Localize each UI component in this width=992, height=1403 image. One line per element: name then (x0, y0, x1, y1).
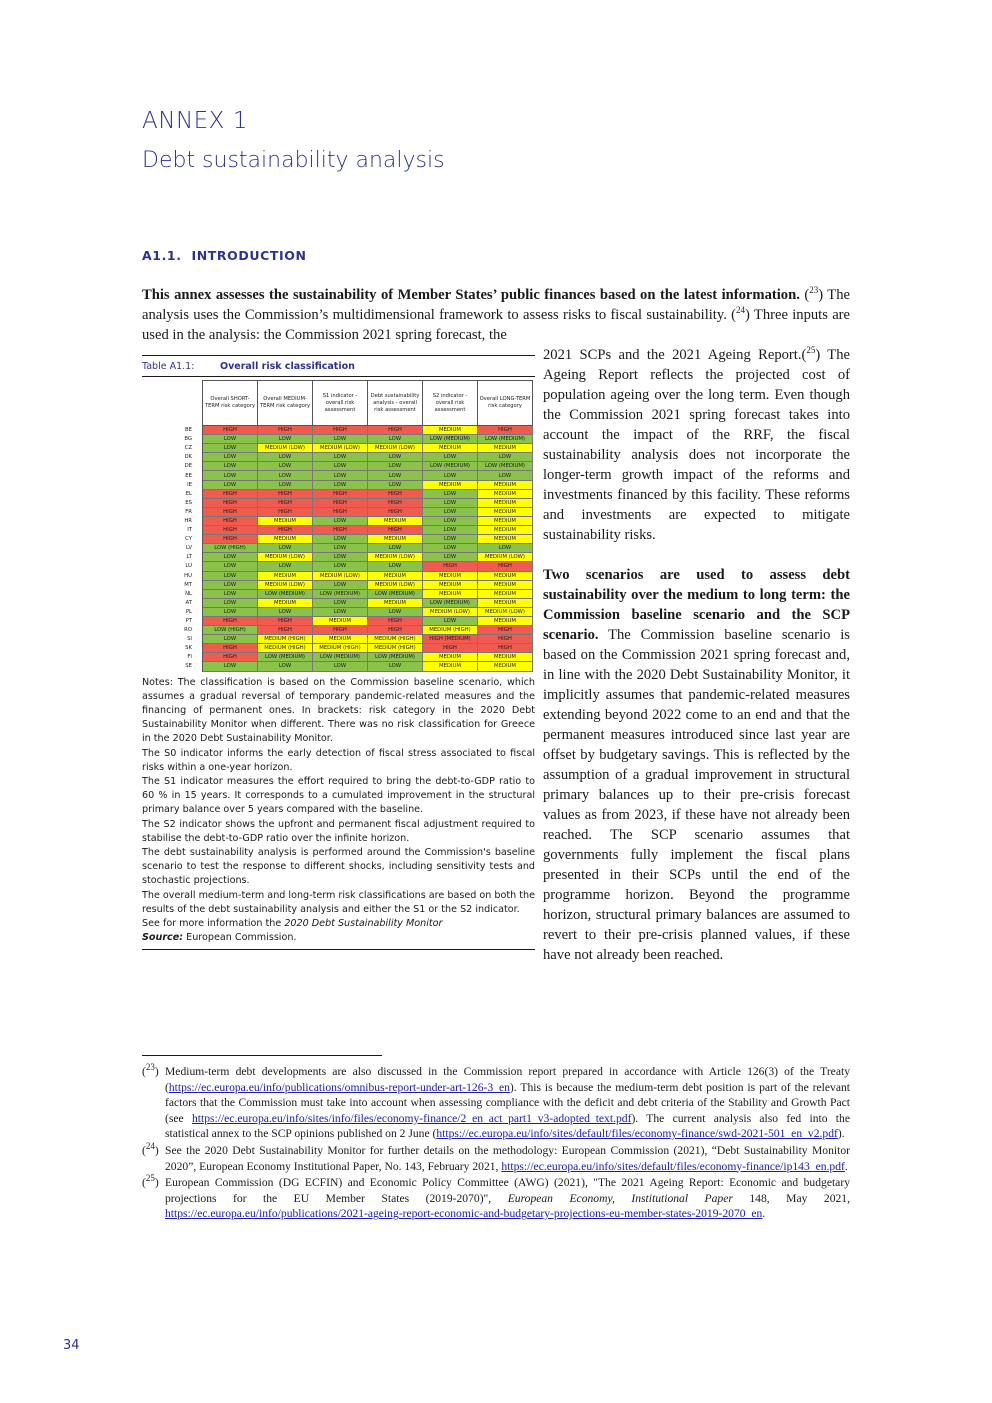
table-row (166, 544, 533, 553)
footnote-ref-23[interactable]: 23 (809, 285, 819, 296)
risk-cell: HIGH (258, 498, 313, 507)
footnote-number: 24 (145, 1141, 155, 1152)
risk-cell: LOW (203, 607, 258, 616)
risk-cell: LOW (MEDIUM) (258, 589, 313, 598)
risk-cell: LOW (203, 662, 258, 671)
risk-cell: MEDIUM (258, 535, 313, 544)
risk-cell: MEDIUM (478, 580, 533, 589)
risk-cell: LOW (MEDIUM) (313, 589, 368, 598)
footnote-text-part: ). The current analysis also fed into the statistical annex to the SCP opinions published on 2 June ( (165, 1111, 850, 1141)
risk-cell: LOW (313, 471, 368, 480)
table-row (166, 589, 533, 598)
column-header: Debt sustainability analysis - overall risk assessment (368, 381, 423, 426)
page-title: Debt sustainability analysis (142, 148, 445, 173)
country-code: DE (166, 462, 203, 471)
right-text-1a: 2021 SCPs and the 2021 Ageing Report. (543, 347, 802, 363)
table-row (166, 562, 533, 571)
footnote-text-part: . (762, 1207, 766, 1221)
risk-cell: MEDIUM (LOW) (368, 444, 423, 453)
risk-cell: LOW (MEDIUM) (258, 653, 313, 662)
column-header: Overall MEDIUM-TERM risk category (258, 381, 313, 426)
risk-cell: LOW (MEDIUM) (423, 462, 478, 471)
risk-cell: LOW (258, 480, 313, 489)
footnote-text (165, 1175, 850, 1222)
risk-cell: LOW (MEDIUM) (478, 435, 533, 444)
risk-cell: HIGH (203, 498, 258, 507)
risk-cell: LOW (313, 535, 368, 544)
source-label: Source: (142, 932, 184, 944)
table-caption-rule (142, 376, 535, 377)
risk-cell: LOW (478, 544, 533, 553)
risk-cell: MEDIUM (478, 489, 533, 498)
table-title: Overall risk classification (220, 361, 355, 372)
table-row (166, 553, 533, 562)
risk-cell: MEDIUM (LOW) (368, 553, 423, 562)
risk-cell: LOW (368, 471, 423, 480)
table-row (166, 571, 533, 580)
source-note (142, 931, 535, 945)
table-row (166, 635, 533, 644)
risk-cell: LOW (423, 535, 478, 544)
risk-cell: HIGH (203, 426, 258, 435)
footnote-mark: ($^{23}$) (142, 1062, 159, 1078)
table-row (166, 626, 533, 635)
table-row (166, 526, 533, 535)
column-header: Overall LONG-TERM risk category (478, 381, 533, 426)
country-code: IT (166, 526, 203, 535)
risk-cell: LOW (423, 526, 478, 535)
risk-classification-table (166, 380, 533, 672)
risk-cell: MEDIUM (478, 498, 533, 507)
risk-cell: MEDIUM (478, 653, 533, 662)
risk-cell: HIGH (203, 507, 258, 516)
column-header: Overall SHORT-TERM risk category (203, 381, 258, 426)
note-line: Notes: The classification is based on the Commission baseline scenario, which assumes a gradual reversal of temporary pandemic-related measures and the financing of permanent ones. In brackets: risk category in the 2020 Debt Sustainability Monitor when different. There was no risk classification for Greece in the 2020 Debt Sustainability Monitor. (142, 676, 535, 745)
risk-cell: LOW (258, 544, 313, 553)
footnote-mark: ($^{25}$) (142, 1173, 159, 1190)
country-code: LU (166, 562, 203, 571)
table-header-row (166, 381, 533, 426)
risk-cell: MEDIUM (HIGH) (258, 635, 313, 644)
risk-cell: MEDIUM (LOW) (258, 580, 313, 589)
risk-cell: LOW (368, 544, 423, 553)
risk-cell: LOW (258, 471, 313, 480)
risk-cell: LOW (478, 471, 533, 480)
country-code: BG (166, 435, 203, 444)
footnote-text-part: ). (837, 1127, 845, 1141)
footnote-25 (142, 1175, 850, 1222)
table-row (166, 662, 533, 671)
country-code: SK (166, 644, 203, 653)
risk-cell: HIGH (203, 653, 258, 662)
risk-cell: MEDIUM (478, 598, 533, 607)
table-row (166, 444, 533, 453)
footnote-text-part: Medium-term debt developments are also discussed in the Commission report prepared in accordance with Article 126(3) of the Treaty ( (165, 1065, 850, 1094)
footnote-text (165, 1064, 850, 1142)
risk-cell: MEDIUM (478, 616, 533, 625)
risk-cell: MEDIUM (478, 480, 533, 489)
risk-cell: LOW (368, 453, 423, 462)
risk-cell: LOW (258, 435, 313, 444)
risk-cell: LOW (MEDIUM) (423, 598, 478, 607)
risk-cell: LOW (423, 507, 478, 516)
see-more-title: 2020 Debt Sustainability Monitor (284, 917, 443, 929)
footnote-23 (142, 1064, 850, 1142)
risk-cell: HIGH (203, 516, 258, 525)
risk-cell: HIGH (258, 626, 313, 635)
risk-cell: LOW (258, 462, 313, 471)
country-code: IE (166, 480, 203, 489)
risk-cell: HIGH (478, 626, 533, 635)
risk-cell: LOW (368, 480, 423, 489)
risk-cell: MEDIUM (258, 571, 313, 580)
risk-cell: LOW (203, 553, 258, 562)
source-text: European Commission. (183, 932, 297, 944)
column-header: S1 indicator - overall risk assessment (313, 381, 368, 426)
footnote-rule (142, 1055, 382, 1056)
risk-cell: HIGH (203, 535, 258, 544)
risk-cell: LOW (313, 580, 368, 589)
note-line: The S0 indicator informs the early detection of fiscal stress associated to fiscal risks within a one-year horizon. (142, 747, 535, 773)
table-notes (142, 676, 535, 946)
risk-cell: LOW (368, 607, 423, 616)
risk-cell: LOW (203, 462, 258, 471)
table-caption (142, 356, 535, 376)
risk-cell: LOW (MEDIUM) (423, 435, 478, 444)
right-text-1b: The Ageing Report reflects the projected cost of population ageing over the long term. Even though the Commission 2021 spring forecast takes into account the impact of the RRF, the fiscal sustainability analysis does not incorporate the longer-term growth impact of the reforms and investments financed by this facility. These reforms and investments are expected to mitigate sustainability risks. (543, 347, 850, 543)
risk-table-box (142, 355, 535, 950)
scenarios-paragraph (543, 565, 850, 965)
table-row (166, 598, 533, 607)
risk-cell: MEDIUM (HIGH) (368, 635, 423, 644)
note-line: The S2 indicator shows the upfront and permanent fiscal adjustment required to stabilise the debt-to-GDP ratio over the infinite horizon. (142, 818, 535, 844)
risk-cell: MEDIUM (478, 507, 533, 516)
risk-cell: LOW (203, 471, 258, 480)
country-code: PT (166, 616, 203, 625)
risk-cell: LOW (258, 662, 313, 671)
risk-cell: HIGH (478, 635, 533, 644)
risk-cell: MEDIUM (HIGH) (313, 644, 368, 653)
risk-cell: HIGH (313, 526, 368, 535)
risk-cell: MEDIUM (368, 535, 423, 544)
country-code: ES (166, 498, 203, 507)
footnote-text-part: See the 2020 Debt Sustainability Monitor for further details on the methodology: European Commission (2021), “Debt Sustainability Monitor 2020”, European Economy Institutional Paper, No. 143, February 2021, (165, 1143, 850, 1173)
risk-cell: HIGH (258, 616, 313, 625)
column-header: S2 indicator - overall risk assessment (423, 381, 478, 426)
risk-cell: HIGH (203, 644, 258, 653)
country-code: SE (166, 662, 203, 671)
risk-cell: LOW (313, 607, 368, 616)
risk-cell: LOW (MEDIUM) (478, 462, 533, 471)
risk-cell: HIGH (478, 644, 533, 653)
risk-cell: LOW (HIGH) (203, 626, 258, 635)
risk-cell: LOW (258, 562, 313, 571)
risk-cell: MEDIUM (LOW) (423, 607, 478, 616)
risk-cell: LOW (258, 607, 313, 616)
table-row (166, 535, 533, 544)
country-code: SI (166, 635, 203, 644)
ageing-paragraph: 2021 SCPs and the 2021 Ageing Report.($^{25}$) The Ageing Report reflects the projected cost of population ageing over the long term. Even though the Commission 2021 spring forecast takes into account the impact of the RRF, the fiscal sustainability analysis does not incorporate the longer-term growth impact of the reforms and investments financed by this facility. These reforms and investments are expected to mitigate sustainability risks. (543, 345, 850, 543)
risk-cell: LOW (368, 562, 423, 571)
risk-cell: LOW (368, 435, 423, 444)
risk-cell: LOW (423, 516, 478, 525)
risk-cell: LOW (203, 598, 258, 607)
risk-cell: LOW (203, 580, 258, 589)
risk-cell: HIGH (478, 426, 533, 435)
risk-cell: LOW (HIGH) (203, 544, 258, 553)
risk-cell: LOW (423, 498, 478, 507)
note-line: The debt sustainability analysis is performed around the Commission's baseline scenario to test the response to different shocks, including sensitivity tests and stochastic projections. (142, 846, 535, 887)
see-more-text: See for more information the (142, 917, 285, 929)
risk-cell: MEDIUM (478, 662, 533, 671)
table-row (166, 462, 533, 471)
intro-text-2: Three inputs are used in the analysis: the Commission 2021 spring forecast, the (142, 307, 851, 343)
table-row (166, 644, 533, 653)
risk-cell: MEDIUM (HIGH) (258, 644, 313, 653)
intro-bold: This annex assesses the sustainability of Member States’ public finances based on the latest information. (142, 287, 800, 303)
risk-cell: HIGH (478, 562, 533, 571)
ip143-link[interactable]: https://ec.europa.eu/info/sites/default/files/economy-finance/ip143_en.pdf (501, 1159, 845, 1173)
footnote-number: 23 (145, 1062, 155, 1073)
scenarios-bold: Two scenarios are used to assess debt sustainability over the medium to long term: the Commission baseline scenario and the SCP scenario. (543, 567, 850, 643)
see-more-note (142, 917, 535, 931)
country-code: LT (166, 553, 203, 562)
risk-cell: HIGH (368, 498, 423, 507)
risk-cell: MEDIUM (423, 653, 478, 662)
risk-cell: LOW (313, 516, 368, 525)
risk-cell: HIGH (368, 616, 423, 625)
risk-cell: MEDIUM (313, 635, 368, 644)
risk-cell: LOW (MEDIUM) (368, 589, 423, 598)
risk-cell: MEDIUM (423, 444, 478, 453)
risk-cell: MEDIUM (478, 571, 533, 580)
table-row (166, 453, 533, 462)
risk-cell: LOW (423, 544, 478, 553)
risk-cell: LOW (368, 662, 423, 671)
risk-cell: MEDIUM (LOW) (258, 444, 313, 453)
country-code: AT (166, 598, 203, 607)
table-row (166, 426, 533, 435)
act-part1-link[interactable]: https://ec.europa.eu/info/sites/info/files/economy-finance/2_en_act_part1_v3-adopted_text.pdf (191, 1111, 632, 1125)
footnote-text-part: ). This is because the medium-term debt position is part of the relevant factors that the Commission must take into account when assessing compliance with the deficit and debt criteria of the Stability and Growth Pact (see (165, 1080, 850, 1125)
risk-cell: MEDIUM (368, 571, 423, 580)
risk-cell: MEDIUM (HIGH) (423, 626, 478, 635)
country-code: FR (166, 507, 203, 516)
risk-cell: LOW (313, 453, 368, 462)
country-code: RO (166, 626, 203, 635)
table-row (166, 516, 533, 525)
risk-cell: MEDIUM (423, 426, 478, 435)
intro-paragraph: This annex assesses the sustainability of Member States’ public finances based on the latest information. ($^{23}$) The analysis uses the Commission’s multidimensional framework to assess risks to fiscal sustainability. ($^{24}$) Three inputs are used in the analysis: the Commission 2021 spring forecast, the (142, 285, 851, 343)
risk-cell: MEDIUM (478, 526, 533, 535)
country-code: CZ (166, 444, 203, 453)
risk-cell: HIGH (313, 426, 368, 435)
footnote-text (165, 1143, 850, 1174)
risk-cell: HIGH (368, 426, 423, 435)
risk-cell: LOW (313, 480, 368, 489)
risk-cell: HIGH (368, 526, 423, 535)
note-line: The S1 indicator measures the effort required to bring the debt-to-GDP ratio to 60 % in 15 years. It corresponds to a cumulated improvement in the structural primary balance over 5 years compared with the baseline. (142, 775, 535, 816)
risk-cell: LOW (203, 444, 258, 453)
table-row (166, 653, 533, 662)
section-number: A1.1. (142, 248, 182, 263)
risk-cell: LOW (MEDIUM) (313, 653, 368, 662)
risk-cell: MEDIUM (368, 516, 423, 525)
table-row (166, 471, 533, 480)
risk-cell: MEDIUM (258, 598, 313, 607)
risk-cell: LOW (258, 453, 313, 462)
risk-cell: HIGH (423, 644, 478, 653)
risk-cell: LOW (313, 462, 368, 471)
risk-cell: HIGH (313, 498, 368, 507)
country-code: PL (166, 607, 203, 616)
risk-cell: LOW (313, 544, 368, 553)
scenarios-text: The Commission baseline scenario is based on the Commission 2021 spring forecast and, in line with the 2020 Debt Sustainability Monitor, it implicitly assumes that pandemic-related measures extending beyond 2022 come to an end and that the permanent measures introduced since last year are offset by budgetary savings. This is reflected by the assumption of a gradual improvement in structural primary balances up to their pre-crisis forecast values as from 2023, if these have not already been reached. The SCP scenario assumes that governments fully implement the fiscal plans presented in their SCPs until the end of the programme horizon. Beyond the programme horizon, structural primary balances are assumed to revert to their pre-crisis planned values, if these have not already been reached. (543, 627, 850, 963)
country-code: CY (166, 535, 203, 544)
note-line: The overall medium-term and long-term risk classifications are based on both the results of the debt sustainability analysis and either the S1 or the S2 indicator. (142, 889, 535, 915)
risk-cell: HIGH (203, 489, 258, 498)
country-code: EL (166, 489, 203, 498)
risk-cell: HIGH (258, 426, 313, 435)
footnote-mark: ($^{24}$) (142, 1141, 159, 1157)
risk-cell: HIGH (203, 616, 258, 625)
table-row (166, 507, 533, 516)
country-code: HU (166, 571, 203, 580)
risk-cell: LOW (203, 480, 258, 489)
country-code: NL (166, 589, 203, 598)
footnotes (142, 1064, 850, 1223)
risk-cell: HIGH (MEDIUM) (423, 635, 478, 644)
risk-cell: LOW (313, 662, 368, 671)
risk-cell: HIGH (368, 489, 423, 498)
section-heading (142, 248, 307, 263)
risk-cell: LOW (203, 571, 258, 580)
risk-cell: HIGH (423, 562, 478, 571)
risk-cell: LOW (203, 635, 258, 644)
risk-cell: HIGH (258, 489, 313, 498)
footnote-italic: European Economy, Institutional Paper (507, 1191, 733, 1205)
risk-cell: MEDIUM (478, 516, 533, 525)
risk-cell: LOW (368, 462, 423, 471)
country-code: HR (166, 516, 203, 525)
footnote-number: 25 (145, 1173, 155, 1184)
right-column (543, 345, 850, 965)
risk-cell: LOW (313, 562, 368, 571)
omnibus-report-link[interactable]: https://ec.europa.eu/info/publications/omnibus-report-under-art-126-3_en (168, 1080, 510, 1094)
risk-cell: HIGH (258, 507, 313, 516)
header-blank (166, 381, 203, 426)
risk-cell: HIGH (313, 489, 368, 498)
risk-cell: MEDIUM (478, 535, 533, 544)
page-number: 34 (63, 1338, 80, 1353)
footnote-24 (142, 1143, 850, 1174)
country-code: FI (166, 653, 203, 662)
risk-cell: MEDIUM (LOW) (478, 607, 533, 616)
risk-cell: LOW (478, 453, 533, 462)
risk-cell: MEDIUM (LOW) (368, 580, 423, 589)
table-row (166, 580, 533, 589)
risk-cell: LOW (423, 616, 478, 625)
risk-cell: MEDIUM (LOW) (313, 444, 368, 453)
footnote-text-part: European Commission (DG ECFIN) and Economic Policy Committee (AWG) (2021), "The 2021 Ageing Report: Economic and budgetary projections for the EU Member States (2019-2070)", (165, 1176, 850, 1205)
risk-cell: HIGH (313, 507, 368, 516)
table-row (166, 480, 533, 489)
annex-label: ANNEX 1 (142, 108, 248, 134)
table-row (166, 607, 533, 616)
risk-cell: HIGH (368, 507, 423, 516)
country-code: EE (166, 471, 203, 480)
risk-cell: MEDIUM (478, 444, 533, 453)
risk-cell: LOW (423, 553, 478, 562)
table-row (166, 489, 533, 498)
risk-cell: HIGH (313, 626, 368, 635)
risk-cell: MEDIUM (423, 571, 478, 580)
risk-cell: MEDIUM (423, 480, 478, 489)
risk-cell: LOW (313, 435, 368, 444)
risk-cell: MEDIUM (478, 589, 533, 598)
swd-2021-501-link[interactable]: https://ec.europa.eu/info/sites/default/files/economy-finance/swd-2021-501_en_v2.pdf (436, 1127, 838, 1141)
intro-text-1: The analysis uses the Commission’s multidimensional framework to assess risks to fiscal sustainability. (142, 287, 850, 323)
risk-cell: LOW (203, 453, 258, 462)
risk-cell: LOW (203, 435, 258, 444)
ageing-report-link[interactable]: https://ec.europa.eu/info/publications/2021-ageing-report-economic-and-budgetary-projections-eu-member-states-2019-2070_en (165, 1207, 763, 1221)
risk-cell: LOW (423, 453, 478, 462)
risk-cell: HIGH (368, 626, 423, 635)
table-row (166, 616, 533, 625)
table-row (166, 435, 533, 444)
risk-cell: MEDIUM (HIGH) (368, 644, 423, 653)
risk-cell: MEDIUM (LOW) (313, 571, 368, 580)
table-row (166, 498, 533, 507)
risk-cell: HIGH (203, 526, 258, 535)
risk-cell: LOW (203, 562, 258, 571)
footnote-text-part: 148, May 2021, (732, 1191, 851, 1205)
risk-cell: MEDIUM (LOW) (258, 553, 313, 562)
notes-list (142, 676, 535, 917)
risk-cell: MEDIUM (258, 516, 313, 525)
risk-cell: LOW (MEDIUM) (368, 653, 423, 662)
country-code: DK (166, 453, 203, 462)
table-number: Table A1.1: (142, 361, 195, 372)
risk-cell: LOW (313, 553, 368, 562)
country-code: MT (166, 580, 203, 589)
risk-cell: MEDIUM (423, 580, 478, 589)
table-bottom-rule (142, 949, 535, 950)
country-code: BE (166, 426, 203, 435)
section-title: INTRODUCTION (191, 248, 307, 263)
risk-cell: MEDIUM (313, 616, 368, 625)
risk-cell: LOW (313, 598, 368, 607)
risk-cell: LOW (203, 589, 258, 598)
country-code: LV (166, 544, 203, 553)
footnote-ref-25[interactable]: 25 (806, 345, 816, 356)
risk-cell: MEDIUM (368, 598, 423, 607)
risk-cell: LOW (423, 471, 478, 480)
risk-cell: MEDIUM (423, 662, 478, 671)
risk-cell: MEDIUM (423, 589, 478, 598)
footnote-text-part: . (844, 1159, 848, 1173)
risk-cell: LOW (423, 489, 478, 498)
risk-cell: HIGH (258, 526, 313, 535)
footnote-ref-24[interactable]: 24 (736, 305, 746, 316)
risk-cell: MEDIUM (LOW) (478, 553, 533, 562)
table-body (166, 426, 533, 672)
